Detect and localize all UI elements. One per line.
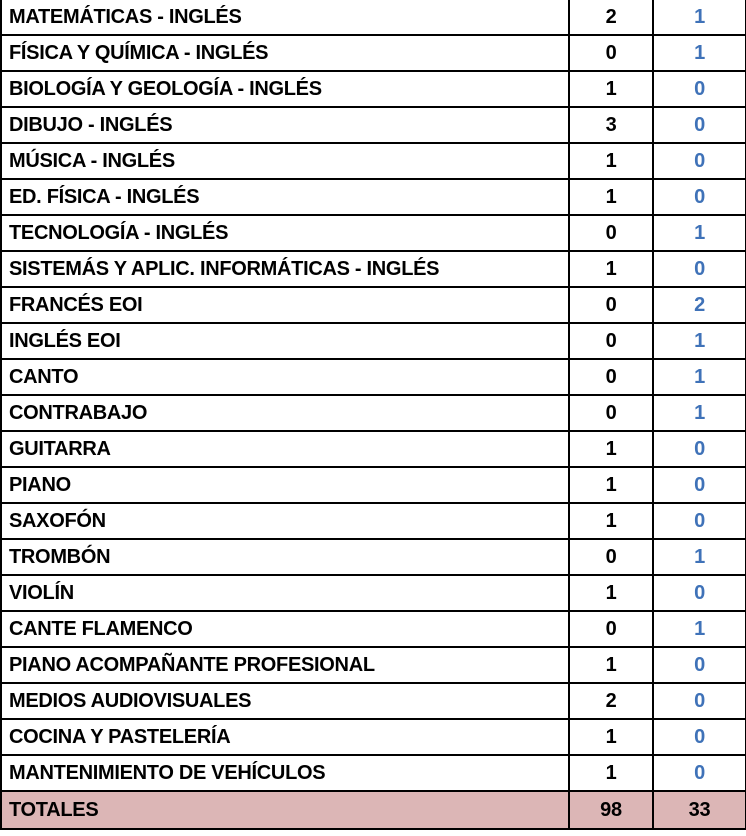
count-b: 0 — [653, 683, 746, 719]
subject-name: VIOLÍN — [1, 575, 569, 611]
count-a: 2 — [569, 683, 653, 719]
count-b: 0 — [653, 431, 746, 467]
count-b: 0 — [653, 143, 746, 179]
count-b: 1 — [653, 611, 746, 647]
count-a: 1 — [569, 719, 653, 755]
count-a: 1 — [569, 143, 653, 179]
count-a: 0 — [569, 287, 653, 323]
table-row — [1, 215, 746, 251]
count-a: 1 — [569, 251, 653, 287]
subject-name: TROMBÓN — [1, 539, 569, 575]
count-b: 1 — [653, 395, 746, 431]
count-b: 1 — [653, 35, 746, 71]
subject-name: ED. FÍSICA - INGLÉS — [1, 179, 569, 215]
subject-name: FRANCÉS EOI — [1, 287, 569, 323]
table-row — [1, 539, 746, 575]
subject-name: DIBUJO - INGLÉS — [1, 107, 569, 143]
table-row — [1, 143, 746, 179]
subject-name: CANTE FLAMENCO — [1, 611, 569, 647]
table-row — [1, 575, 746, 611]
subject-name: PIANO — [1, 467, 569, 503]
table-row — [1, 71, 746, 107]
count-a: 0 — [569, 215, 653, 251]
table-row — [1, 431, 746, 467]
table-row — [1, 0, 746, 35]
subject-name: GUITARRA — [1, 431, 569, 467]
subject-name: CANTO — [1, 359, 569, 395]
table-row — [1, 35, 746, 71]
count-a: 1 — [569, 575, 653, 611]
subject-name: MÚSICA - INGLÉS — [1, 143, 569, 179]
count-a: 1 — [569, 179, 653, 215]
count-b: 0 — [653, 251, 746, 287]
count-b: 1 — [653, 539, 746, 575]
table-row — [1, 323, 746, 359]
count-b: 0 — [653, 719, 746, 755]
subject-name: TECNOLOGÍA - INGLÉS — [1, 215, 569, 251]
table-row — [1, 611, 746, 647]
subject-name: MEDIOS AUDIOVISUALES — [1, 683, 569, 719]
count-b: 0 — [653, 755, 746, 791]
count-b: 0 — [653, 71, 746, 107]
count-a: 0 — [569, 539, 653, 575]
count-b: 1 — [653, 215, 746, 251]
table-row — [1, 719, 746, 755]
table-row — [1, 251, 746, 287]
count-a: 1 — [569, 71, 653, 107]
count-b: 0 — [653, 467, 746, 503]
count-b: 0 — [653, 179, 746, 215]
table-row — [1, 287, 746, 323]
count-b: 0 — [653, 503, 746, 539]
count-a: 1 — [569, 647, 653, 683]
count-a: 0 — [569, 611, 653, 647]
count-b: 2 — [653, 287, 746, 323]
subject-name: INGLÉS EOI — [1, 323, 569, 359]
count-b: 1 — [653, 0, 746, 35]
subject-name: CONTRABAJO — [1, 395, 569, 431]
count-a: 0 — [569, 35, 653, 71]
subject-name: MANTENIMIENTO DE VEHÍCULOS — [1, 755, 569, 791]
count-a: 0 — [569, 395, 653, 431]
count-a: 1 — [569, 467, 653, 503]
subject-name: FÍSICA Y QUÍMICA - INGLÉS — [1, 35, 569, 71]
table-row — [1, 395, 746, 431]
table-body — [1, 0, 746, 829]
count-a: 3 — [569, 107, 653, 143]
table-row — [1, 467, 746, 503]
count-a: 0 — [569, 359, 653, 395]
count-b: 1 — [653, 323, 746, 359]
count-b: 1 — [653, 359, 746, 395]
table-row — [1, 647, 746, 683]
count-b: 0 — [653, 107, 746, 143]
totals-label: TOTALES — [1, 791, 569, 829]
subject-name: BIOLOGÍA Y GEOLOGÍA - INGLÉS — [1, 71, 569, 107]
count-a: 1 — [569, 431, 653, 467]
subject-name: MATEMÁTICAS - INGLÉS — [1, 0, 569, 35]
subject-name: SISTEMÁS Y APLIC. INFORMÁTICAS - INGLÉS — [1, 251, 569, 287]
table-row — [1, 359, 746, 395]
table-row — [1, 503, 746, 539]
count-a: 1 — [569, 755, 653, 791]
count-a: 1 — [569, 503, 653, 539]
count-b: 0 — [653, 575, 746, 611]
total-b: 33 — [653, 791, 746, 829]
count-a: 0 — [569, 323, 653, 359]
subject-name: COCINA Y PASTELERÍA — [1, 719, 569, 755]
subject-name: SAXOFÓN — [1, 503, 569, 539]
table-row — [1, 755, 746, 791]
count-b: 0 — [653, 647, 746, 683]
totals-row — [1, 791, 746, 829]
total-a: 98 — [569, 791, 653, 829]
table-row — [1, 107, 746, 143]
count-a: 2 — [569, 0, 653, 35]
table-row — [1, 683, 746, 719]
table-row — [1, 179, 746, 215]
subject-name: PIANO ACOMPAÑANTE PROFESIONAL — [1, 647, 569, 683]
